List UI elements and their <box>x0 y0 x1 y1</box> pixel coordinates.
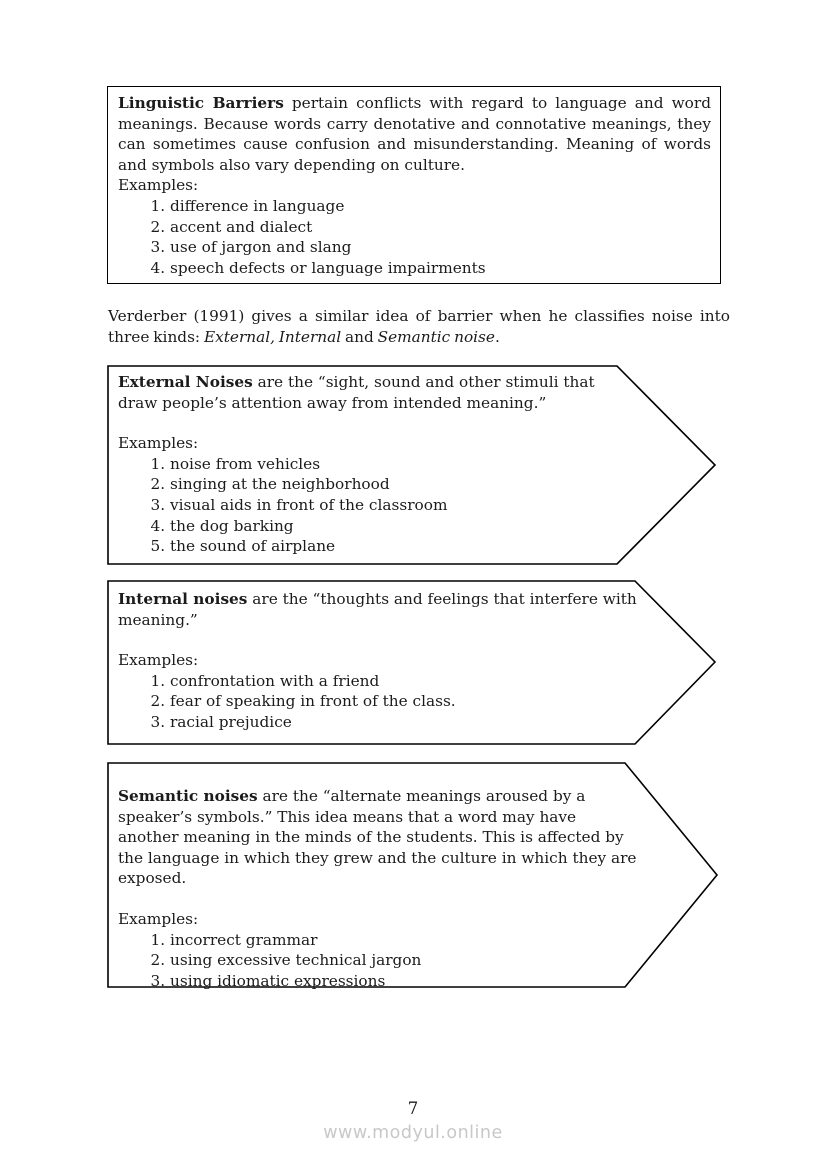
site-watermark: www.modyul.online <box>323 1123 503 1143</box>
noise-box-internal-content <box>107 580 720 733</box>
example-item: 1. incorrect grammar <box>170 930 720 951</box>
linguistic-barriers-body: pertain conflicts with regard to language and word meanings. Because words carry denotative and connotative meanings, they can sometimes cause confusion and misunderstanding. Meaning of words and symbols also vary depending on culture. <box>118 94 711 174</box>
linguistic-examples-list <box>118 196 711 278</box>
example-item: 2. singing at the neighborhood <box>170 474 720 495</box>
noise-box-semantic-content <box>107 762 720 991</box>
example-item: 2. fear of speaking in front of the class. <box>170 691 720 712</box>
example-item: 1. noise from vehicles <box>170 454 720 475</box>
example-item: 3. visual aids in front of the classroom <box>170 495 720 516</box>
semantic-examples-list <box>118 930 720 992</box>
linguistic-examples-label: Examples: <box>118 176 199 195</box>
internal-noises-paragraph <box>118 589 638 630</box>
example-item: 3. racial prejudice <box>170 712 720 733</box>
example-item: 2. accent and dialect <box>170 217 711 238</box>
noise-box-external-content <box>107 365 720 557</box>
example-item: 1. confrontation with a friend <box>170 671 720 692</box>
noise-box-semantic <box>107 762 720 988</box>
intro-conjunction: and <box>341 327 378 346</box>
page-number: 7 <box>407 1099 419 1118</box>
example-item: 5. the sound of airplane <box>170 536 720 557</box>
example-item: 3. use of jargon and slang <box>170 237 711 258</box>
intro-paragraph <box>108 306 730 347</box>
example-item: 4. speech defects or language impairments <box>170 258 711 279</box>
example-item: 4. the dog barking <box>170 516 720 537</box>
external-noises-title: External Noises <box>118 373 253 391</box>
semantic-noises-body: are the “alternate meanings aroused by a speaker’s symbols.” This idea means that a word may have another meaning in the minds of the students. This is affected by the language in which they grew and the culture in which they are exposed. <box>118 787 637 888</box>
linguistic-barriers-box <box>107 86 721 284</box>
semantic-noises-paragraph <box>118 786 639 889</box>
example-item: 2. using excessive technical jargon <box>170 950 720 971</box>
intro-lead: Verderber (1991) gives a similar idea of barrier when he classifies noise into three kinds: <box>108 307 730 346</box>
internal-examples-label: Examples: <box>118 651 199 670</box>
external-noises-paragraph <box>118 372 598 413</box>
internal-noises-body: are the “thoughts and feelings that interfere with meaning.” <box>118 590 637 629</box>
noise-box-external <box>107 365 720 565</box>
example-item: 3. using idiomatic expressions <box>170 971 720 992</box>
linguistic-barriers-title: Linguistic Barriers <box>118 94 284 112</box>
example-item: 1. difference in language <box>170 196 711 217</box>
external-examples-list <box>118 454 720 557</box>
linguistic-barriers-paragraph <box>118 93 711 175</box>
external-examples-label: Examples: <box>118 434 199 453</box>
external-noises-body: are the “sight, sound and other stimuli that draw people’s attention away from intended meaning.” <box>118 373 595 412</box>
semantic-examples-label: Examples: <box>118 909 199 928</box>
intro-semantic-italic: Semantic noise <box>377 327 495 346</box>
semantic-noises-title: Semantic noises <box>118 787 258 805</box>
noise-box-internal <box>107 580 720 745</box>
internal-examples-list <box>118 671 720 733</box>
internal-noises-title: Internal noises <box>118 590 248 608</box>
intro-kinds-italic: External, Internal <box>203 327 342 346</box>
intro-period: . <box>494 327 500 346</box>
